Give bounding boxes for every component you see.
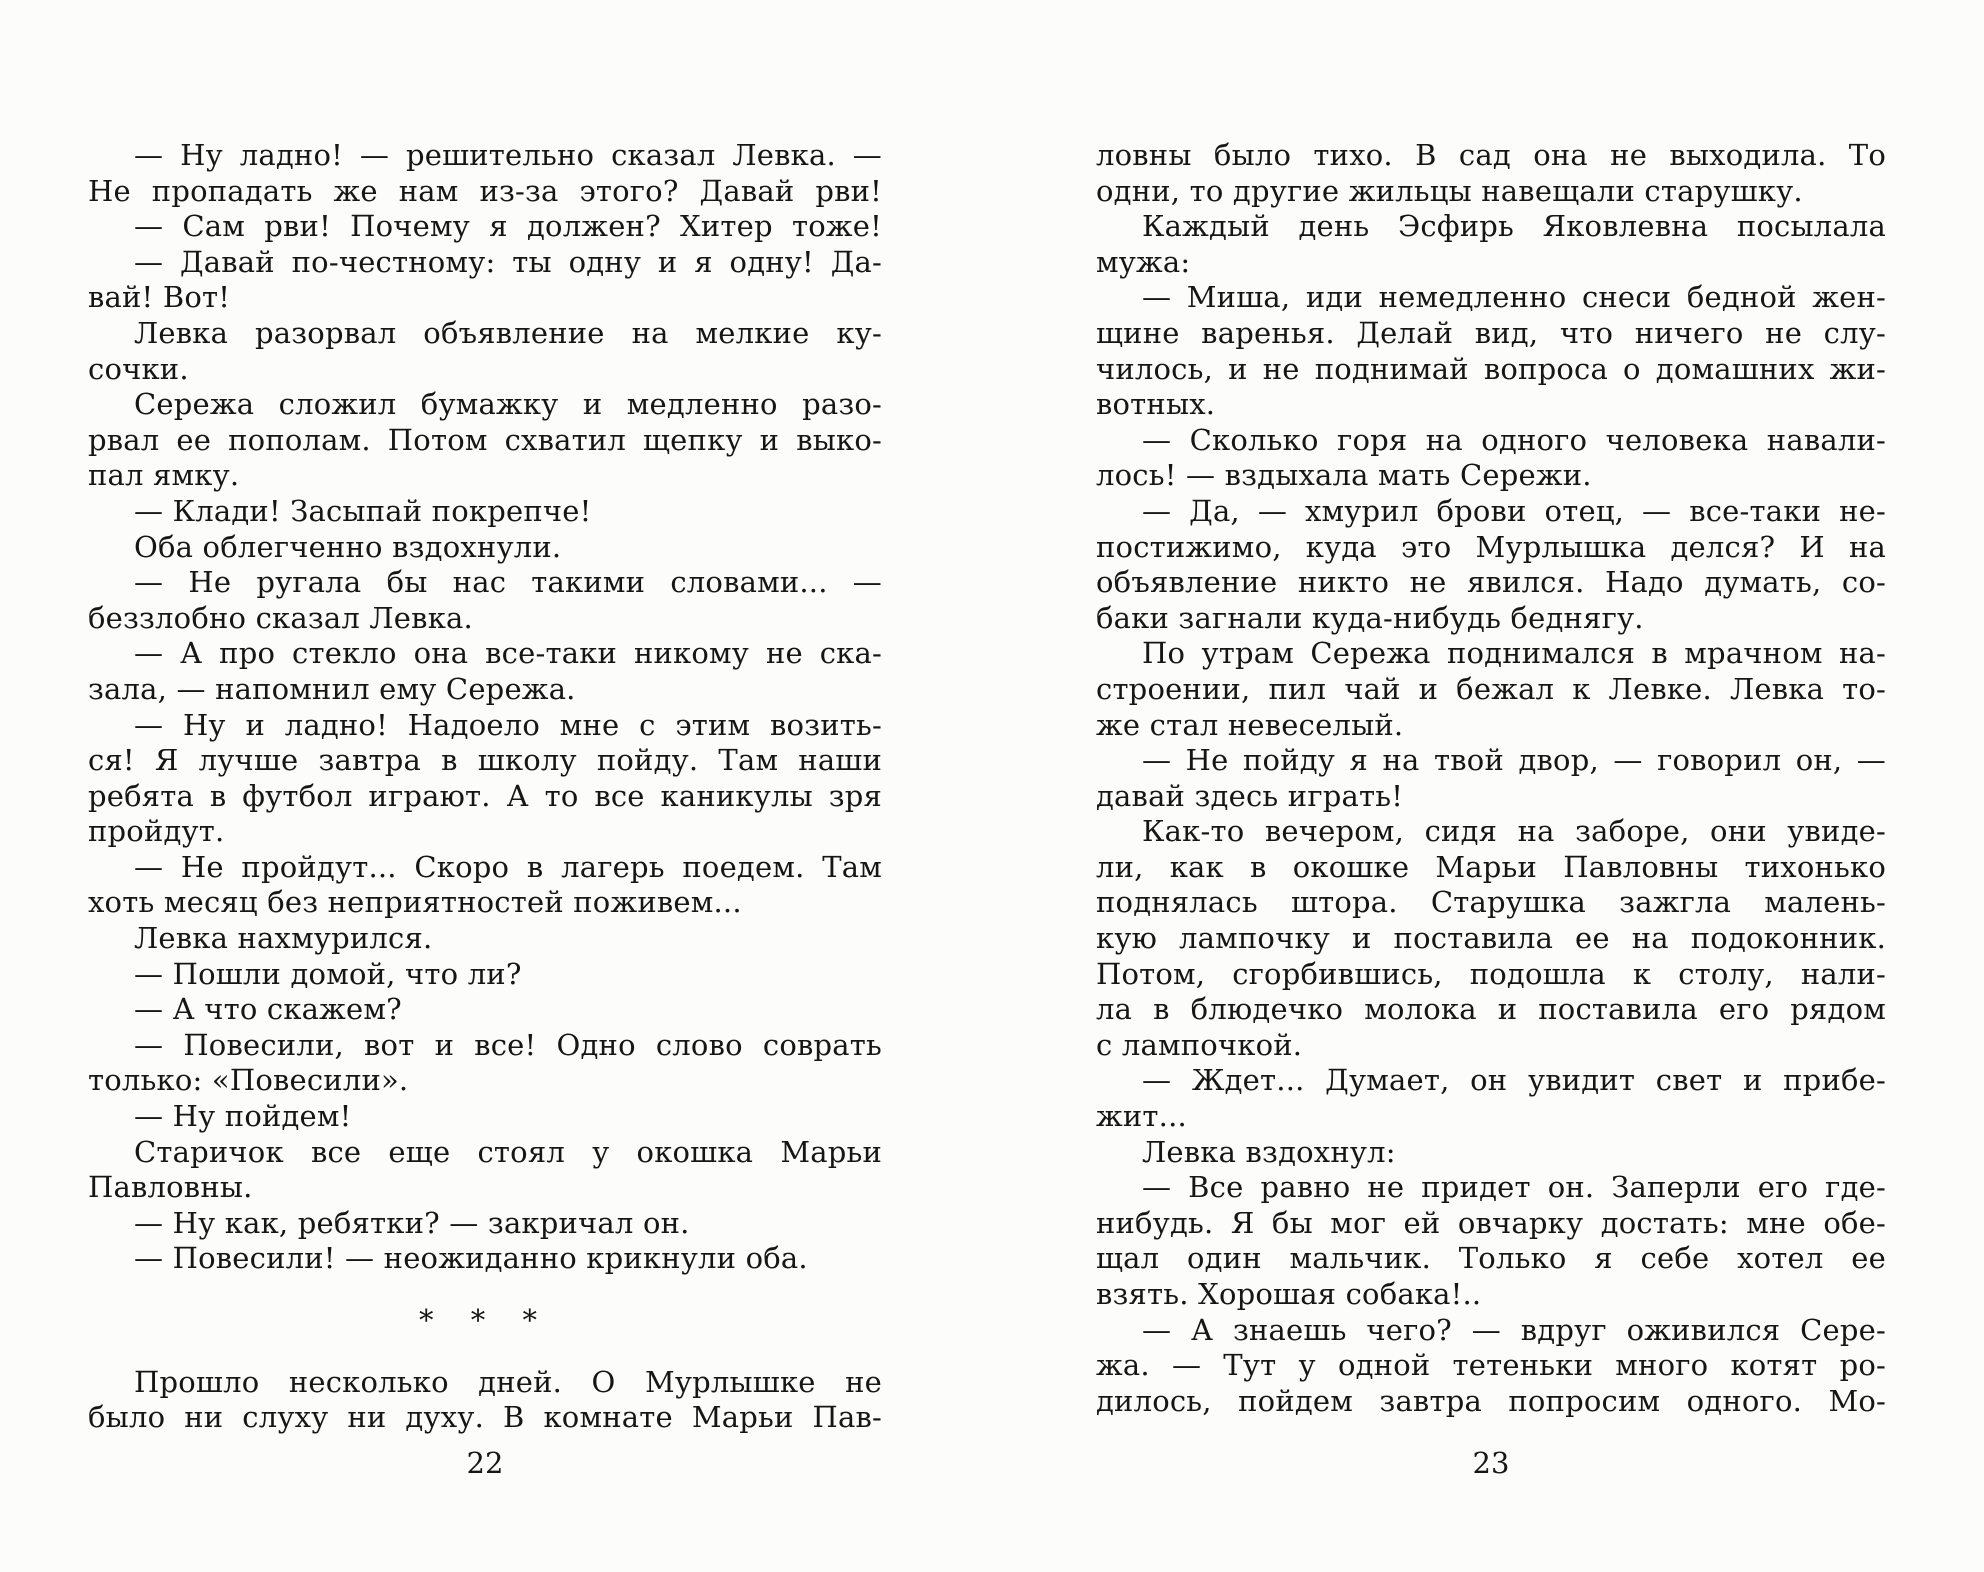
text-line: же стал невеселый. (1096, 707, 1404, 742)
text-line: вай! Вот! (88, 280, 231, 315)
text-line: объявление никто не явился. Надо думать, со- (1096, 565, 1886, 600)
text-line: с лампочкой. (1096, 1027, 1303, 1062)
text-line: Старичок все еще стоял у окошка Марьи (134, 1134, 882, 1169)
text-line: Павловны. (88, 1170, 253, 1205)
text-line: вотных. (1096, 387, 1216, 422)
text-line: жит... (1096, 1099, 1187, 1134)
text-line: пал ямку. (88, 458, 240, 493)
text-line: только: «Повесили». (88, 1063, 409, 1098)
page-number: 23 (1472, 1446, 1510, 1480)
text-line: — Не пойду я на твой двор, — говорил он, — (1142, 743, 1886, 778)
text-line: постижимо, куда это Мурлышка делся? И на (1096, 529, 1886, 564)
text-line: — Не ругала бы нас такими словами... — (134, 565, 882, 600)
text-line: поднялась штора. Старушка зажгла малень- (1096, 885, 1886, 920)
text-line: — А про стекло она все-таки никому не ска- (134, 636, 882, 671)
text-line: взять. Хорошая собака!.. (1096, 1277, 1482, 1311)
text-line: зала, — напомнил ему Сережа. (88, 671, 576, 706)
text-line: Потом, сгорбившись, подошла к столу, нали- (1096, 956, 1886, 991)
text-line: Не пропадать же нам из-за этого? Давай рви! (88, 173, 882, 208)
text-line: — Сам рви! Почему я должен? Хитер тоже! (134, 209, 882, 244)
text-line: — Сколько горя на одного человека навали- (1142, 422, 1886, 457)
text-line: — Все равно не придет он. Заперли его где- (1142, 1170, 1886, 1205)
text-line: Каждый день Эсфирь Яковлевна посылала (1142, 209, 1886, 244)
text-line: — Пошли домой, что ли? (134, 956, 522, 991)
text-line: чилось, и не поднимай вопроса о домашних жи- (1096, 351, 1886, 386)
text-line: сочки. (88, 351, 189, 386)
text-line: баки загнали куда-нибудь беднягу. (1096, 600, 1644, 635)
text-line: Прошло несколько дней. О Мурлышке не (134, 1364, 882, 1399)
text-line: — Давай по-честному: ты одну и я одну! Да- (134, 244, 882, 279)
text-line: строении, пил чай и бежал к Левке. Левка то- (1096, 671, 1886, 706)
text-line: — Не пройдут... Скоро в лагерь поедем. Там (134, 849, 882, 884)
text-line: беззлобно сказал Левка. (88, 600, 473, 635)
text-line: рвал ее пополам. Потом схватил щепку и выко- (88, 422, 882, 457)
text-line: дилось, пойдем завтра попросим одного. Мо- (1096, 1383, 1886, 1418)
text-line: — Повесили, вот и все! Одно слово соврать (134, 1027, 882, 1062)
text-line: жа. — Тут у одной тетеньки много котят ро- (1096, 1348, 1886, 1383)
text-line: — Ждет... Думает, он увидит свет и прибе- (1142, 1063, 1886, 1098)
text-line: Как-то вечером, сидя на заборе, они увиде- (1142, 814, 1886, 849)
text-line: По утрам Сережа поднимался в мрачном на- (1142, 636, 1886, 671)
text-line: — Ну и ладно! Надоело мне с этим возить- (134, 707, 882, 742)
left-page-text (88, 138, 882, 1436)
text-line: — Клади! Засыпай покрепче! (134, 493, 592, 528)
text-line: — А что скажем? (134, 992, 402, 1027)
text-line: — Да, — хмурил брови отец, — все-таки не- (1142, 493, 1886, 528)
text-line: нибудь. Я бы мог ей овчарку достать: мне обе- (1096, 1205, 1886, 1240)
section-separator: * * * (419, 1303, 551, 1337)
text-line: Левка нахмурился. (134, 921, 433, 956)
text-line: мужа: (1096, 244, 1191, 279)
text-line: — Повесили! — неожиданно крикнули оба. (134, 1241, 808, 1276)
text-line: ребята в футбол играют. А то все каникулы зря (88, 778, 882, 813)
text-line: Левка разорвал объявление на мелкие ку- (134, 315, 882, 350)
text-line: давай здесь играть! (1096, 778, 1404, 813)
text-line: ли, как в окошке Марьи Павловны тихонько (1096, 849, 1886, 884)
text-line: ловны было тихо. В сад она не выходила. То (1096, 138, 1886, 172)
text-line: — А знаешь чего? — вдруг оживился Сере- (1142, 1312, 1886, 1347)
text-line: — Ну как, ребятки? — закричал он. (134, 1205, 690, 1240)
text-line: лось! — вздыхала мать Сережи. (1096, 458, 1592, 493)
text-line: пройдут. (88, 814, 225, 849)
text-line: кую лампочку и поставила ее на подоконник. (1096, 921, 1886, 956)
text-line: хоть месяц без неприятностей поживем... (88, 885, 742, 920)
text-line: Сережа сложил бумажку и медленно разо- (134, 387, 882, 422)
right-page-text (1096, 138, 1886, 1419)
text-line: было ни слуху ни духу. В комнате Марьи Пав- (88, 1400, 882, 1435)
text-line: — Ну ладно! — решительно сказал Левка. — (134, 138, 882, 172)
text-line: Левка вздохнул: (1142, 1134, 1396, 1169)
text-line: ла в блюдечко молока и поставила его рядом (1096, 992, 1886, 1027)
text-line: щал один мальчик. Только я себе хотел ее (1096, 1241, 1886, 1276)
page-number: 22 (466, 1446, 504, 1480)
text-line: одни, то другие жильцы навещали старушку. (1096, 173, 1803, 208)
text-line: — Ну пойдем! (134, 1099, 352, 1134)
text-line: Оба облегченно вздохнули. (134, 529, 562, 564)
text-line: ся! Я лучше завтра в школу пойду. Там наши (88, 743, 882, 778)
text-line: щине варенья. Делай вид, что ничего не слу- (1096, 315, 1886, 350)
text-line: — Миша, иди немедленно снеси бедной жен- (1142, 280, 1886, 315)
